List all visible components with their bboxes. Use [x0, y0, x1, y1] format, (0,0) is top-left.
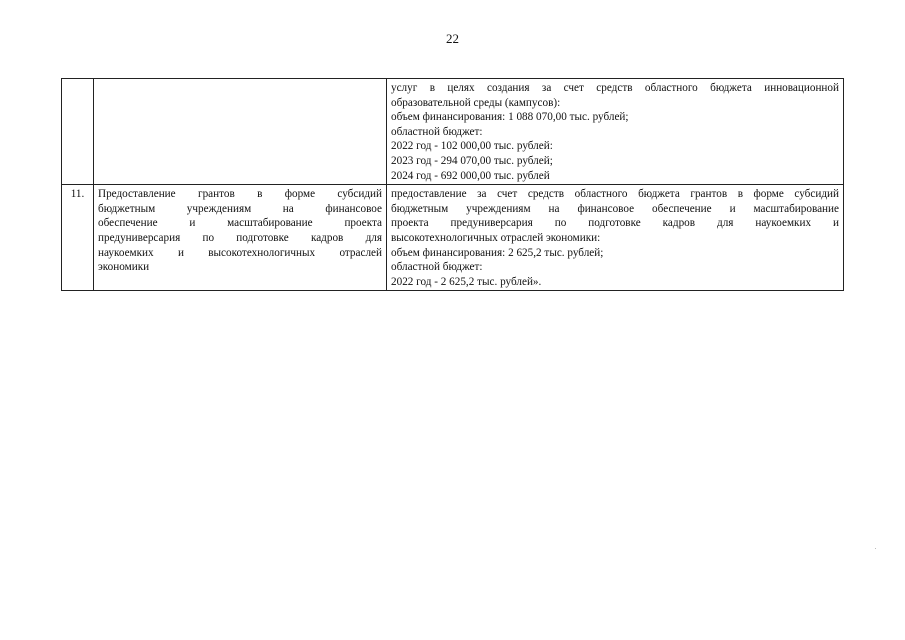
- description-line: объем финансирования: 1 088 070,00 тыс. рублей;: [391, 111, 629, 124]
- description-line: областной бюджет:: [391, 261, 483, 274]
- description-line: 2024 год - 692 000,00 тыс. рублей: [391, 169, 550, 182]
- table-row: [62, 79, 844, 185]
- table-row: [62, 185, 844, 291]
- row-number-cell: [62, 185, 94, 291]
- program-table: [61, 78, 844, 291]
- description-line: областной бюджет:: [391, 125, 483, 138]
- activity-description-cell: [387, 79, 844, 185]
- description-line: объем финансирования: 2 625,2 тыс. рублей;: [391, 246, 604, 259]
- description-line: 2022 год - 102 000,00 тыс. рублей:: [391, 140, 553, 153]
- activity-name-cell: [94, 79, 387, 185]
- description-line: 2022 год - 2 625,2 тыс. рублей».: [391, 275, 542, 288]
- name-line: предуниверсария по подготовке кадров для: [98, 231, 382, 244]
- description-line: образовательной среды (кампусов):: [391, 96, 561, 109]
- activity-name-cell: [94, 185, 387, 291]
- activity-description-cell: [387, 185, 844, 291]
- row-number-cell: [62, 79, 94, 185]
- description-line: 2023 год - 294 070,00 тыс. рублей;: [391, 154, 553, 167]
- description-line: проекта предуниверсария по подготовке кадров для наукоемких и: [391, 217, 839, 230]
- name-line: бюджетным учреждениям на финансовое: [98, 202, 382, 215]
- name-line: наукоемких и высокотехнологичных отраслей: [98, 246, 382, 259]
- page-number: 22: [446, 31, 459, 46]
- name-line: обеспечение и масштабирование проекта: [98, 217, 382, 230]
- description-line: высокотехнологичных отраслей экономики:: [391, 231, 601, 244]
- description-line: услуг в целях создания за счет средств областного бюджета инновационной: [391, 82, 839, 94]
- description-line: бюджетным учреждениям на финансовое обеспечение и масштабирование: [391, 202, 839, 215]
- name-line: экономики: [98, 261, 150, 274]
- description-line: предоставление за счет средств областного бюджета грантов в форме субсидий: [391, 188, 839, 201]
- row-number: 11.: [70, 188, 85, 201]
- name-line: Предоставление грантов в форме субсидий: [98, 188, 382, 201]
- scan-speck: [875, 548, 876, 549]
